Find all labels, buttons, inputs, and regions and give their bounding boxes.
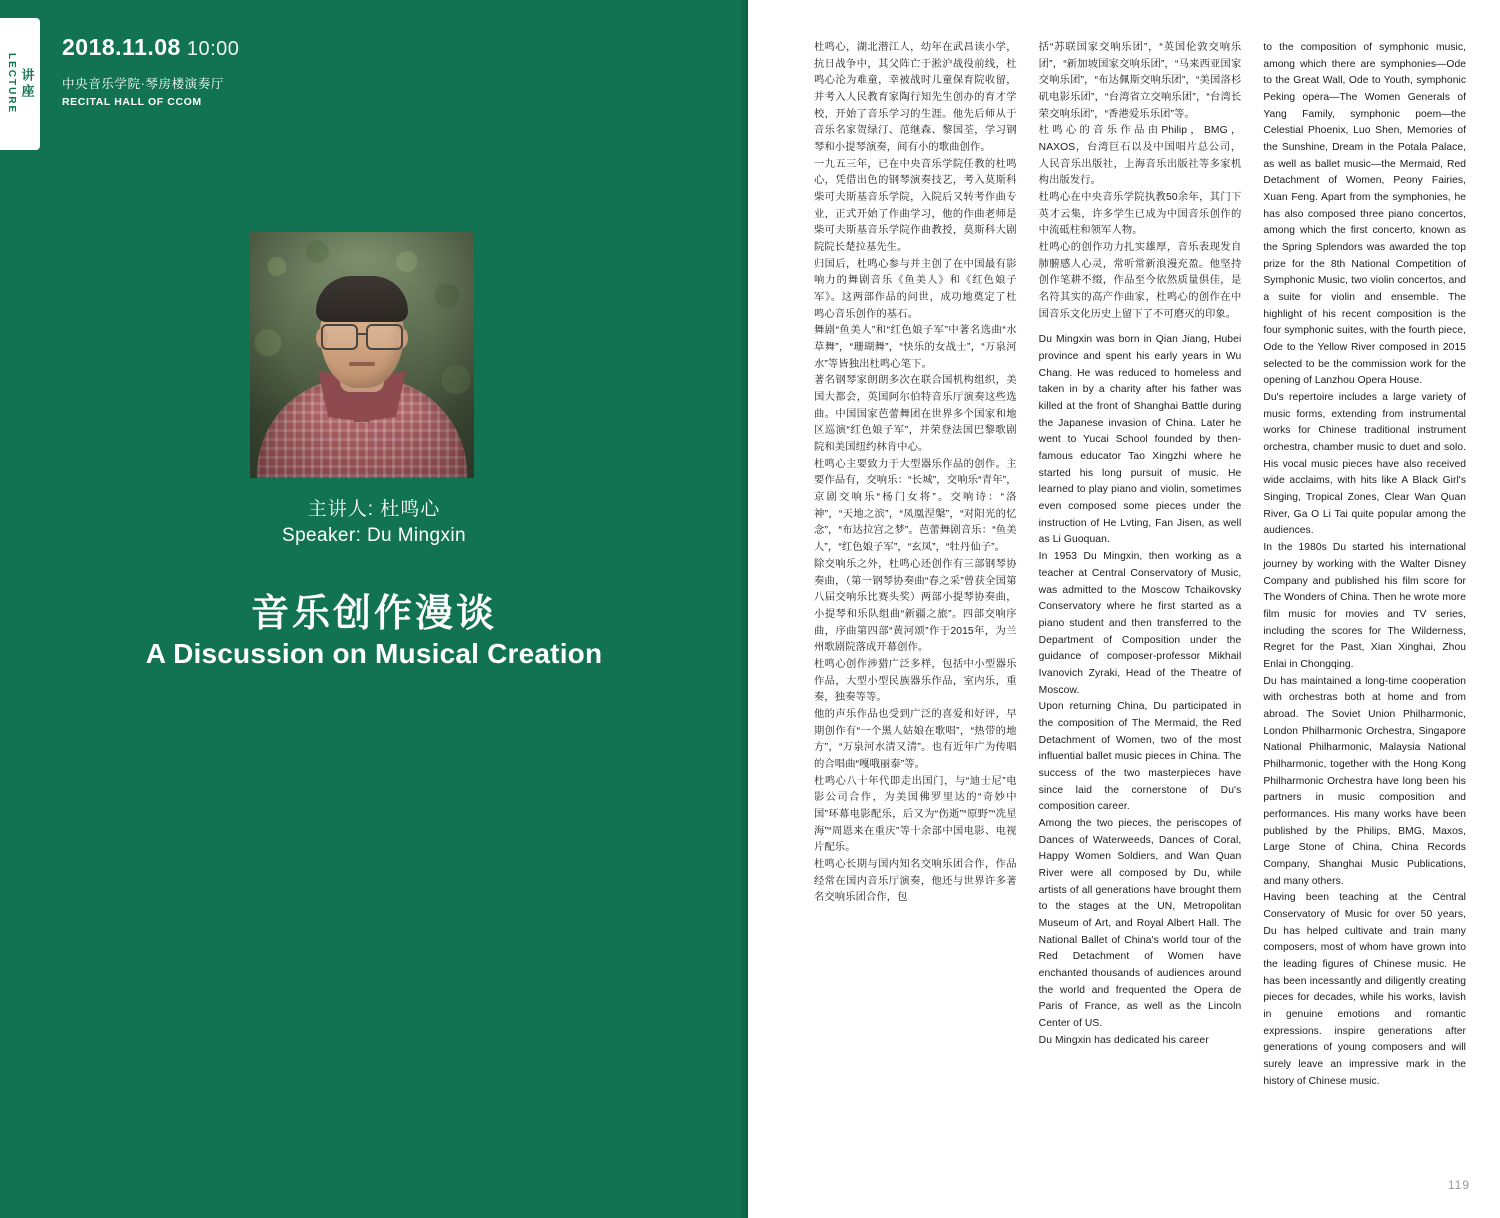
paragraph: 杜鸣心的创作功力扎实雄厚，音乐表现发自肺腑感人心灵，常听常新浪漫充盈。他坚持创作笔耕不缀，作品至今依然质量俱佳，是名符其实的高产作曲家，杜鸣心的创作在中国音乐文化历史上留下了不可磨灭的印象。 (1038, 242, 1242, 320)
paragraph: Du Mingxin has dedicated his career (1038, 1034, 1209, 1046)
paragraph: 舞剧“鱼美人”和“红色娘子军”中著名选曲“水草舞”，“珊瑚舞”，“快乐的女战士”，“万泉河水”等皆独出杜鸣心笔下。 (814, 325, 1017, 370)
venue-label-cn: 中央音乐学院·琴房楼演奏厅 (62, 76, 224, 91)
lecture-tab-label-cn: 讲座 (19, 67, 35, 100)
portrait-image (250, 232, 474, 478)
paragraph: 杜鸣心在中央音乐学院执教50余年，其门下英才云集，许多学生已成为中国音乐创作的中流砥柱和领军人物。 (1038, 192, 1242, 237)
speaker-portrait (250, 232, 474, 478)
event-time: 10:00 (186, 38, 240, 60)
paragraph: Du's repertoire includes a large variety of music forms, extending from instrumental works for Chinese traditional instrument orchestra, chamber music to duet and solo. His vocal music pieces have also received wide acclaims, with hits like A Black Girl's Singing, Tropical Zones, Clear Wan Quan River, Ga O Li Tai quite popular among the audiences. (1263, 392, 1467, 537)
speaker-name-cn: 主讲人: 杜鸣心 (307, 499, 441, 520)
paragraph: 杜鸣心，湖北潜江人，幼年在武昌读小学，抗日战争中，其父阵亡于淞沪战役前线，杜鸣心沦为难童，幸被战时儿童保育院收留，并考入人民教育家陶行知先生创办的育才学校，开始了音乐学习的生涯。他先后师从于音乐名家贺绿汀、范继森、黎国荃，学习钢琴和小提琴演奏，间有小的歌曲创作。 (814, 42, 1017, 154)
paragraph: Du has maintained a long-time cooperation with orchestras both at home and from abroad. The Soviet Union Philharmonic, London Philharmonic Orchestra, Singapore National Philharmonic, Malaysia National Philharmonic, together with the Hong Kong Philharmonic Orchestra have long been his partners in music composition and performances. His many works have been published by the Philips, BMG, Maxos, Large Stone of China, China Records Company, Shanghai Music Publications, and many others. (1263, 675, 1467, 887)
paragraph: Upon returning China, Du participated in the composition of The Mermaid, the Red Detachment of Women, two of the most influential ballet music pieces in China. The success of the two masterpieces have since laid the cornerstone of Du's composition career. (1038, 701, 1242, 813)
column-2-chinese-english (1039, 40, 1242, 1158)
column-3-english (1263, 40, 1466, 1158)
lecture-tab (0, 18, 40, 150)
lecture-tab-label-en: LECTURE (5, 53, 17, 115)
paragraph: 除交响乐之外，杜鸣心还创作有三部钢琴协奏曲，（第一钢琴协奏曲“春之采”曾获全国第八届交响乐比赛头奖）两部小提琴协奏曲，小提琴和乐队组曲“新疆之旅”。四部交响序曲，序曲第四部“黄河颂”作于2015年，为兰州歌剧院落成开幕创作。 (814, 558, 1017, 654)
paragraph: 杜鸣心的音乐作品由Philip，BMG，NAXOS，台湾巨石以及中国唱片总公司，人民音乐出版社，上海音乐出版社等多家机构出版发行。 (1038, 125, 1242, 187)
paragraph: In 1953 Du Mingxin, then working as a teacher at Central Conservatory of Music, was admitted to the Moscow Tchaikovsky Conservatory where he first started as a piano student and then transferred to the Department of Composition under the guidance of composer-professor Mikhail Ivanovich Zyraki, Head of the Theatre of Moscow. (1038, 551, 1242, 696)
paragraph-spacer (1039, 323, 1242, 332)
lecture-title-en: A Discussion on Musical Creation (145, 638, 603, 669)
paragraph: 他的声乐作品也受到广泛的喜爱和好评，早期创作有“一个黑人姑娘在歌唱”，“热带的地方”，“万泉河水清又清”。也有近年广为传唱的合唱曲“嘎哦丽泰”等。 (814, 708, 1017, 770)
paragraph: 归国后，杜鸣心参与并主创了在中国最有影响力的舞剧音乐《鱼美人》和《红色娘子军》。这两部作品的问世，成功地奠定了杜鸣心音乐创作的基石。 (814, 258, 1017, 320)
paragraph: 杜鸣心主要致力于大型器乐作品的创作。主要作品有，交响乐：“长城”，交响乐“青年”，京剧交响乐“杨门女将”。交响诗：“洛神”，“天地之滨”，“凤凰涅槃”，“对阳光的忆念”，“布达拉宫之梦”。芭蕾舞剧音乐：“鱼美人”，“红色娘子军”，“玄凤”，“牡丹仙子”。 (814, 458, 1017, 554)
paragraph: 著名钢琴家朗朗多次在联合国机构组织，美国大都会，英国阿尔伯特音乐厅演奏这些选曲。中国国家芭蕾舞团在世界多个国家和地区巡演“红色娘子军”，并荣登法国巴黎歌剧院和美国纽约林肯中心。 (814, 375, 1017, 454)
speaker-name-en: Speaker: Du Mingxin (282, 525, 466, 546)
paragraph: In the 1980s Du started his international journey by working with the Walter Disney Company and published his film score for The Wonders of China. Then he wrote more film music for movies and TV series, including the scores for The Wilderness, Regret for the Past, Xian Xinghai, Zhou Enlai in Chongqing. (1263, 542, 1467, 670)
paragraph: 杜鸣心创作涉猎广泛多样，包括中小型器乐作品，大型小型民族器乐作品，室内乐，重奏，独奏等等。 (814, 658, 1017, 704)
paragraph: 括“苏联国家交响乐团”，“英国伦敦交响乐团”，“新加坡国家交响乐团”，“马来西亚国家交响乐团”，“布达佩斯交响乐团”，“美国洛杉矶电影乐团”，“台湾省立交响乐团”，“台湾长荣交响乐团”，“香港爱乐乐团”等。 (1038, 42, 1242, 120)
venue-label-en: RECITAL HALL OF CCOM (62, 95, 202, 108)
right-text-area (748, 0, 1500, 1218)
portrait-vignette (250, 232, 474, 478)
text-columns (814, 40, 1466, 1158)
event-date-line (62, 34, 239, 62)
event-header (62, 34, 239, 108)
paragraph: 一九五三年，已在中央音乐学院任教的杜鸣心，凭借出色的钢琴演奏技艺，考入莫斯科柴可夫斯基音乐学院，入院后又转考作曲专业，正式开始了作曲学习，他的作曲老师是柴可夫斯基音乐学院作曲教授，莫斯科大剧院院长楚拉基先生。 (814, 158, 1017, 254)
column-1-chinese (814, 40, 1017, 1158)
paragraph: to the composition of symphonic music, among which there are symphonies—Ode to the Great Wall, Ode to Youth, symphonic Peking opera—The Women Generals of Yang Family, symphonic poem—the Celestial Phoenix, Luo Shen, Memories of the Sunshine, Dream in the Potala Palace, as well as ballet music—the Mermaid, Red Detachment of Women, Peony Fairies, Xuan Feng. Apart from the symphonies, he has also composed three piano concertos, among which the first concerto, known as the Spring Splendors was awarded the top prize for the 8th National Competition of Symphonic Music, two violin concertos, and a suite for violin and ensemble. The highlight of his recent composition is the four symphonic suites, with the fourth piece, Ode to the Yellow River composed in 2015 selected to be the commission work for the opening of Lanzhou Opera House. (1263, 42, 1467, 387)
page-number: 119 (1447, 1178, 1470, 1192)
paragraph: Du Mingxin was born in Qian Jiang, Hubei province and spent his early years in Wu Chang. He was reduced to homeless and taken in by a charity after his father was killed at the front of Shanghai Battle during the Japanese invasion of China. Later he went to Yucai School founded by then-famous educator Tao Xingzhi where he started his long pursuit of music. He learned to play piano and violin, sometimes even composed some pieces under the instruction of He Lvting, Fan Jisen, as well as Li Guoquan. (1038, 334, 1242, 546)
paragraph: Having been teaching at the Central Conservatory of Music for over 50 years, Du has helped cultivate and train many composers, most of whom have grown into the leading figures of Chinese music. He has been incessantly and diligently creating pieces for decades, while his works, lavish in genuine emotions and romantic expressions. inspire generations after generations of young composers and will surely leave an impressive mark in the history of Chinese music. (1263, 892, 1467, 1087)
lecture-title-cn: 音乐创作漫谈 (250, 593, 497, 635)
event-date: 2018.11.08 (62, 34, 181, 60)
lecture-tab-text (4, 53, 35, 114)
left-green-panel (0, 0, 748, 1218)
paragraph: Among the two pieces, the periscopes of Dances of Waterweeds, Dances of Coral, Happy Women Soldiers, and Wan Quan River were all composed by Du, while artists of all generations have brought them to the stages at the UN, Metropolitan Museum of Art, and Royal Albert Hall. The National Ballet of China's world tour of the Red Detachment of Women have enchanted thousands of audiences around the world and frequented the Opera de Paris of France, as well as the Lincoln Center of US. (1038, 817, 1242, 1029)
paragraph: 杜鸣心长期与国内知名交响乐团合作，作品经常在国内音乐厅演奏，他还与世界许多著名交响乐团合作，包 (814, 858, 1017, 904)
paragraph: 杜鸣心八十年代即走出国门，与“迪士尼”电影公司合作，为美国佛罗里达的“奇妙中国”环幕电影配乐，后又为“伤逝”“原野”“冼星海”“周恩来在重庆”等十余部中国电影、电视片配乐。 (814, 775, 1017, 854)
